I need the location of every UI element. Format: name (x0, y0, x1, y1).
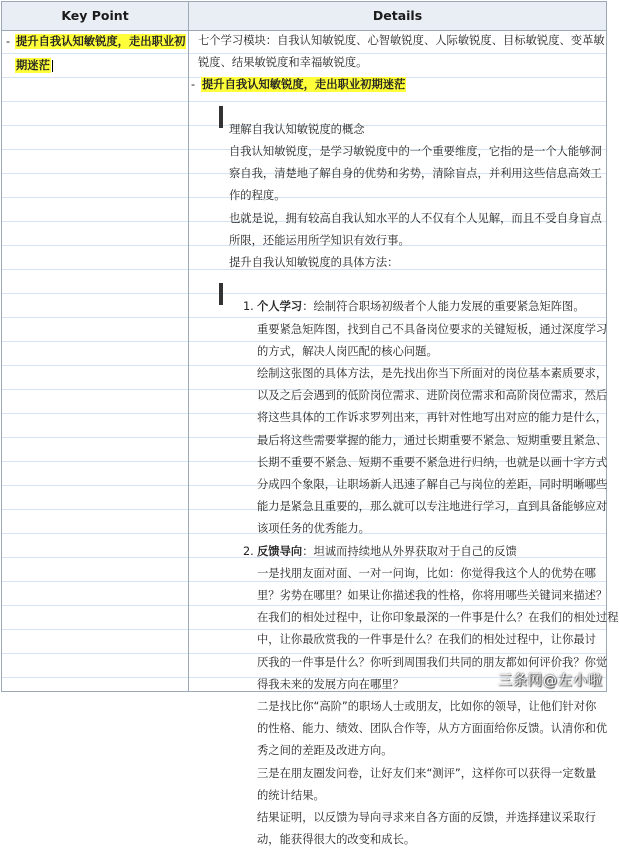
dash-marker: - (191, 78, 196, 92)
b1-p1-line: 察自我，清楚地了解自身的优势和劣势，清除盲点，并利用这些信息高效工 (229, 167, 602, 181)
item-1-para-line: 以及之后会遇到的低阶岗位需求、进阶岗位需求和高阶岗位需求，然后 (257, 389, 608, 403)
item-2-p4-line: 结果证明，以反馈为导向寻求来自各方面的反馈，并选择建议采取行 (257, 811, 596, 824)
item-2-heading: 反馈导向：坦诚而持续地从外界获取对于自己的反馈 (257, 544, 517, 558)
list-number: 2. (243, 544, 254, 558)
item-1-para-line: 能力是紧急且重要的，那么就可以专注地进行学习，直到具备能够应对 (257, 500, 608, 514)
item-2-p3-line: 的统计结果。 (257, 788, 325, 802)
intro-line-2: 锐度、结果敏锐度和幸福敏锐度。 (198, 56, 368, 70)
item-2-p1-line: 得我未来的发展方向在哪里？ (257, 677, 404, 691)
item-1-heading: 个人学习：绘制符合职场初级者个人能力发展的重要紧急矩阵图。 (257, 300, 585, 314)
key-point-line-1: 提升自我认知敏锐度，走出职业初 (16, 35, 186, 48)
item-1-line: 重要紧急矩阵图，找到自己不具备岗位要求的关键短板，通过深度学习 (257, 322, 608, 336)
b1-p2-line: 所限，还能运用所学知识有效行事。 (229, 233, 410, 247)
item-2-p1-line: 在我们的相处过程中，让你印象最深的一件事是什么？在我们的相处过程 (257, 611, 619, 625)
subheading: 提升自我认知敏锐度，走出职业初期迷茫 (202, 78, 406, 92)
list-number: 1. (243, 300, 254, 314)
b1-p2-line: 也就是说，拥有较高自我认知水平的人不仅有个人见解，而且不受自身盲点 (229, 211, 602, 225)
b1-p1-line: 作的程度。 (229, 189, 286, 203)
item-2-p4-line: 动，能获得很大的改变和成长。 (257, 833, 416, 847)
item-2-p1-line: 厌我的一件事是什么？你听到周围我们共同的朋友都如何评价我？你觉 (257, 655, 608, 669)
notes-table (1, 1, 619, 847)
item-1-para-line: 最后将这些需要掌握的能力，通过长期重要不紧急、短期重要且紧急、 (257, 433, 608, 447)
item-1-para-line: 该项任务的优秀能力。 (257, 522, 370, 536)
b1-p1-line: 自我认知敏锐度，是学习敏锐度中的一个重要维度，它指的是一个人能够洞 (229, 145, 602, 158)
watermark: 三条网@左小啦 (498, 673, 603, 689)
item-2-p2-line: 秀之间的差距及改进方向。 (257, 744, 393, 758)
item-2-p1-line: 一是找朋友面对面、一对一问询，比如：你觉得我这个人的优势在哪 (257, 566, 596, 580)
item-1-line: 的方式，解决人岗匹配的核心问题。 (257, 344, 438, 358)
bullet-dot (219, 106, 223, 128)
item-1-para-line: 长期不重要不紧急、短期不重要不紧急进行归纳，也就是以画十字方式 (257, 455, 608, 469)
item-2-p2-line: 二是找比你“高阶”的职场人士或朋友，比如你的领导，让他们针对你 (257, 700, 597, 713)
intro-line-1: 七个学习模块：自我认知敏锐度、心智敏锐度、人际敏锐度、目标敏锐度、变革敏 (198, 34, 605, 47)
key-point-line-2: 期迷茫 (15, 54, 53, 78)
item-2-p1-line: 中，让你最欣赏我的一件事是什么？在我们的相处过程中，让你最讨 (257, 633, 596, 647)
bullet-2-title: 提升自我认知敏锐度的具体方法： (229, 256, 399, 269)
table-header (2, 2, 606, 31)
bullet-1-title: 理解自我认知敏锐度的概念 (229, 122, 365, 136)
header-key-point[interactable]: Key Point (61, 8, 129, 23)
column-divider[interactable] (188, 2, 189, 691)
item-2-p3-line: 三是在朋友圈发问卷，让好友们来“测评”，这样你可以获得一定数量 (257, 766, 597, 780)
text-cursor (52, 60, 53, 72)
item-1-para-line: 将这些具体的工作诉求罗列出来，再针对性地写出对应的能力是什么， (257, 411, 608, 425)
item-2-p2-line: 的性格、能力、绩效、团队合作等，从方方面面给你反馈。认清你和优 (257, 722, 608, 736)
item-1-para-line: 绘制这张图的具体方法，是先找出你当下所面对的岗位基本素质要求， (257, 367, 608, 380)
bullet-dot (219, 283, 223, 305)
item-2-p1-line: 里？劣势在哪里？如果让你描述我的性格，你将用哪些关键词来描述？ (257, 589, 608, 602)
header-details[interactable]: Details (372, 8, 423, 23)
item-1-para-line: 分成四个象限，让职场新人迅速了解自己与岗位的差距，同时明晰哪些 (257, 478, 608, 491)
dash-marker: - (6, 35, 11, 48)
